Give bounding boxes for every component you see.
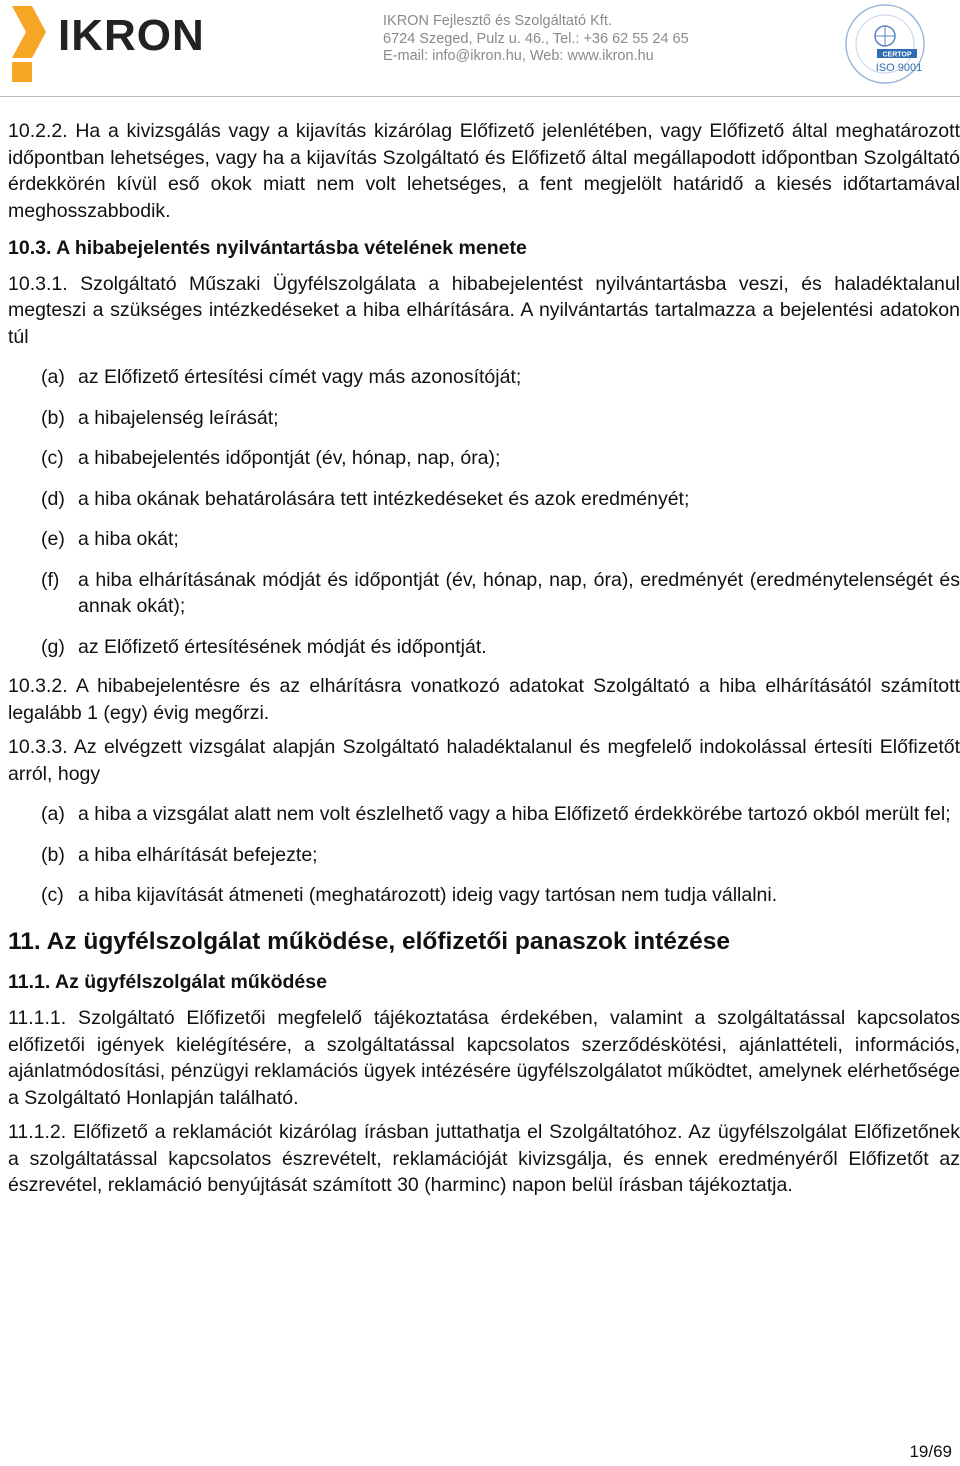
paragraph-10-2-2: 10.2.2. Ha a kivizsgálás vagy a kijavítás kizárólag Előfizető jelenlétében, vagy Előfizető által meghatározott időpontban lehetséges, vagy ha a kijavítás Szolgáltató és Előfizető által megállapodott időpontban Szolgáltató érdekkörén kívül eső okok miatt nem volt lehetséges, a fent megjelölt határidő a kiesés időtartamával meghosszabbodik. (8, 120, 960, 222)
header-divider (0, 96, 960, 97)
list-item: (d) a hiba okának behatárolására tett intézkedéseket és azok eredményét; (41, 487, 690, 510)
heading-11-1: 11.1. Az ügyfélszolgálat működése (8, 970, 327, 993)
document-body (8, 118, 960, 1199)
heading-11: 11. Az ügyfélszolgálat működése, előfizetői panaszok intézése (8, 927, 731, 955)
company-contact: E-mail: info@ikron.hu, Web: www.ikron.hu (383, 48, 654, 64)
heading-10-3: 10.3. A hibabejelentés nyilvántartásba vételének menete (8, 237, 527, 259)
paragraph-10-3-2: 10.3.2. A hibabejelentésre és az elhárításra vonatkozó adatokat Szolgáltató a hiba elhárításától számított legalább 1 (egy) évig megőrzi. (8, 675, 960, 724)
paragraph-11-1-1: 11.1.1. Szolgáltató Előfizetői megfelelő tájékoztatása érdekében, valamint a szolgáltatással kapcsolatos előfizetői igények kielégítésére, a szolgáltatással kapcsolatos szerződéskötési, ajánlattételi, információs, ajánlatmódosítási, pénzügyi reklamációs ügyek intézésére ügyfélszolgálatot működtet, amelynek elérhetősége a Szolgáltató Honlapján található. (8, 1007, 960, 1109)
list-item: (c) a hibabejelentés időpontját (év, hónap, nap, óra); (41, 447, 501, 469)
page-number: 19/69 (909, 1442, 952, 1461)
svg-text:CERTOP: CERTOP (882, 51, 912, 59)
notification-list (8, 801, 960, 909)
list-item: (e) a hiba okát; (41, 528, 179, 550)
paragraph-10-3-1: 10.3.1. Szolgáltató Műszaki Ügyfélszolgálata a hibabejelentést nyilvántartásba veszi, és haladéktalanul megteszi a szükséges intézkedéseket a hiba elhárítására. A nyilvántartás tartalmazza a bejelentési adatokon túl (8, 272, 960, 348)
list-item: (c) a hiba kijavítását átmeneti (meghatározott) ideig vagy tartósan nem tudja vállalni. (41, 884, 778, 906)
list-item: (f) a hiba elhárításának módját és időpontját (év, hónap, nap, óra), eredményét (eredménytelenségét és annak okát); (41, 568, 960, 617)
paragraph-10-3-3: 10.3.3. Az elvégzett vizsgálat alapján Szolgáltató haladéktalanul és megfelelő indokolással értesíti Előfizetőt arról, hogy (8, 736, 960, 785)
list-item: (b) a hiba elhárítását befejezte; (41, 843, 318, 866)
list-item: (g) az Előfizető értesítésének módját és időpontját. (41, 635, 487, 658)
company-address: 6724 Szeged, Pulz u. 46., Tel.: +36 62 55 24 65 (383, 30, 689, 47)
list-item: (b) a hibajelenség leírását; (41, 406, 279, 429)
logo-wordmark: IKRON (58, 11, 205, 60)
list-item: (a) a hiba a vizsgálat alatt nem volt észlelhető vagy a hiba Előfizető érdekkörébe tartozó okból merült fel; (41, 803, 951, 825)
iso-certificate-seal (844, 3, 926, 85)
paragraph-11-1-2: 11.1.2. Előfizető a reklamációt kizárólag írásban juttathatja el Szolgáltatóhoz. Az ügyfélszolgálat Előfizetőnek a szolgáltatással kapcsolatos észrevételt, reklamációját kivizsgálja, és ennek eredményéről Előfizetőt az észrevétel, reklamáció benyújtását számított 30 (harminc) napon belül írásban tájékoztatja. (8, 1121, 960, 1196)
list-item: (a) az Előfizető értesítési címét vagy más azonosítóját; (41, 366, 522, 388)
company-name: IKRON Fejlesztő és Szolgáltató Kft. (383, 13, 612, 29)
record-contents-list (8, 364, 960, 660)
company-info (383, 13, 689, 66)
page-header (0, 0, 960, 98)
svg-text:ISO 9001: ISO 9001 (875, 62, 923, 74)
